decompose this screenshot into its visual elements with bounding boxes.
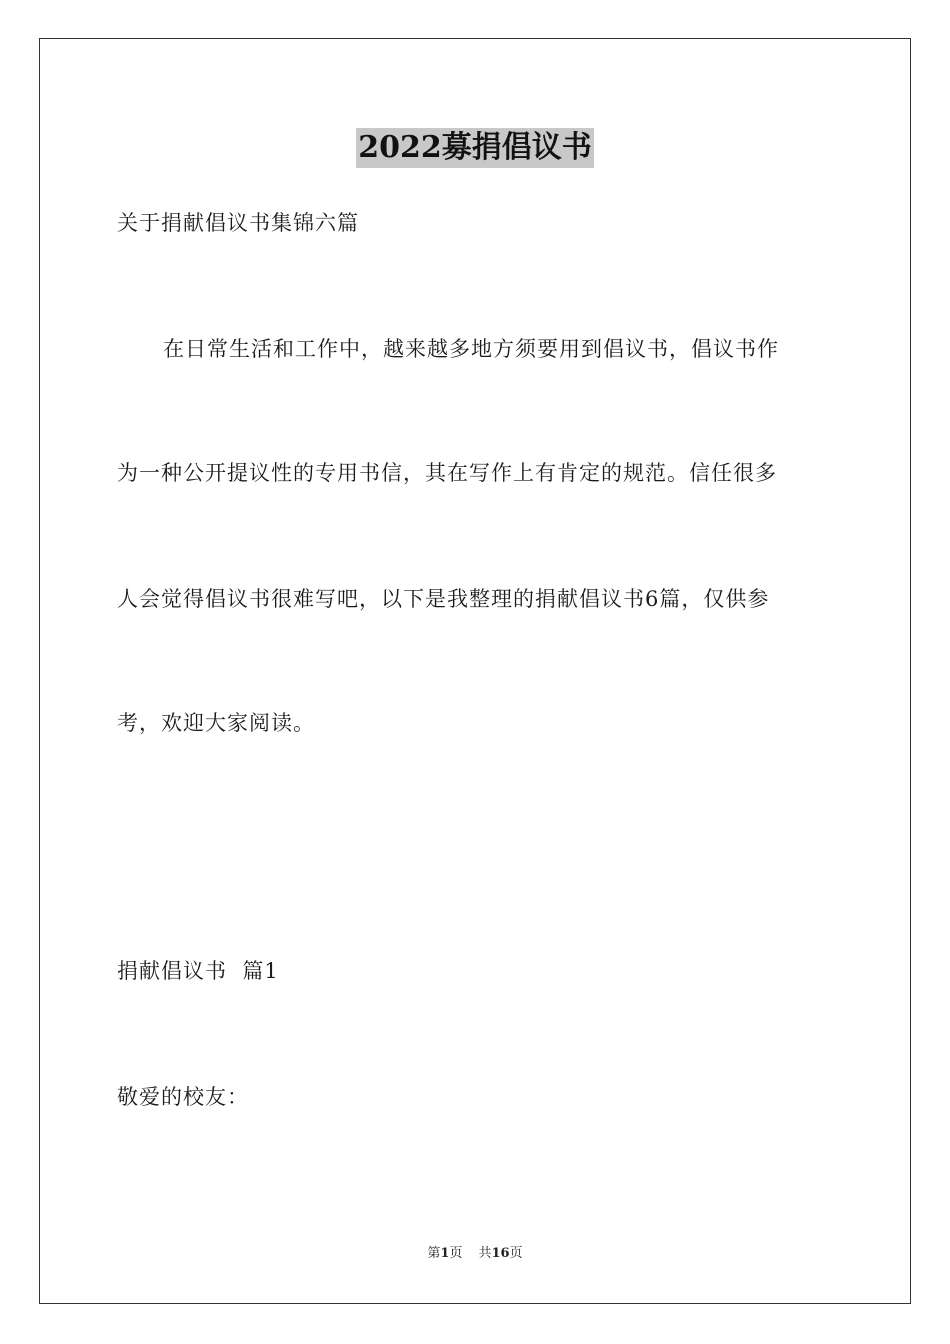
intro-line-3: 人会觉得倡议书很难写吧，以下是我整理的捐献倡议书6篇，仅供参 — [117, 587, 770, 611]
intro-line-4: 考，欢迎大家阅读。 — [117, 711, 315, 735]
title-container — [0, 128, 950, 168]
footer-page-prefix: 第 — [427, 1246, 441, 1261]
section-heading: 捐献倡议书 篇1 — [117, 959, 279, 983]
intro-line-1: 在日常生活和工作中，越来越多地方须要用到倡议书，倡议书作 — [163, 337, 779, 361]
intro-line-2: 为一种公开提议性的专用书信，其在写作上有肯定的规范。信任很多 — [117, 461, 777, 485]
footer-total-suffix: 页 — [509, 1246, 523, 1261]
document-subtitle: 关于捐献倡议书集锦六篇 — [117, 211, 359, 235]
document-title: 2022募捐倡议书 — [356, 128, 594, 168]
salutation: 敬爱的校友： — [117, 1085, 249, 1109]
footer-total-prefix: 共 — [478, 1246, 492, 1261]
footer-page-total: 16 — [491, 1246, 510, 1261]
page-footer — [0, 1245, 950, 1263]
footer-page-suffix: 页 — [449, 1246, 463, 1261]
footer-page-current: 1 — [440, 1246, 450, 1261]
